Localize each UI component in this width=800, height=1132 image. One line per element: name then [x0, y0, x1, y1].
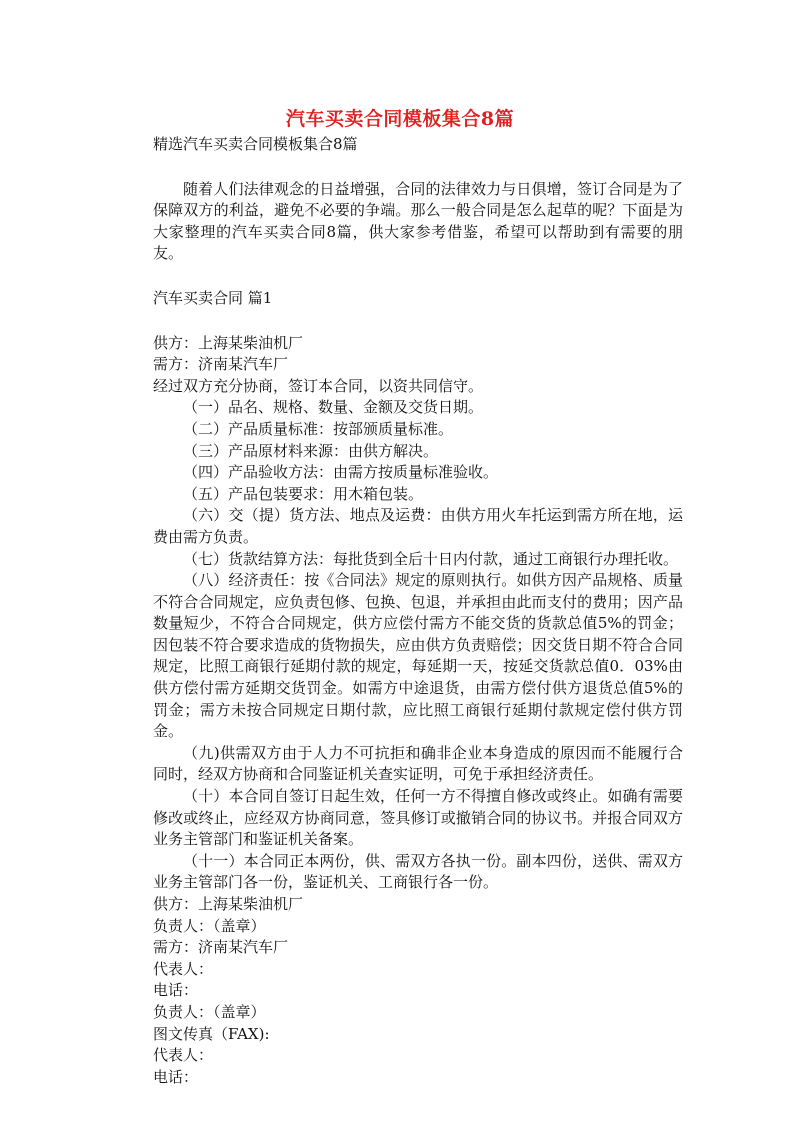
intro-paragraph: 随着人们法律观念的日益增强，合同的法律效力与日俱增，签订合同是为了保障双方的利益，避免不必要的争端。那么一般合同是怎么起草的呢？下面是为大家整理的汽车买卖合同8篇，供大家参考借鉴，希望可以帮助到有需要的朋友。: [153, 179, 683, 263]
preamble-line: 经过双方充分协商，签订本合同，以资共同信守。: [153, 376, 484, 395]
signature-phone: 电话：: [153, 981, 199, 1000]
clause-11: （十一）本合同正本两份，供、需双方各执一份。副本四份，送供、需双方业务主管部门各一份，鉴证机关、工商银行各一份。: [153, 851, 683, 892]
clause-1: （一）品名、规格、数量、金额及交货日期。: [183, 398, 484, 417]
signature-supplier: 供方：上海某柴油机厂: [153, 895, 304, 913]
signature-fax: 图文传真（FAX):: [153, 1024, 270, 1043]
clause-5: （五）产品包装要求：用木箱包装。: [183, 484, 424, 503]
signature-representative-2: 代表人：: [153, 1046, 214, 1065]
signature-representative: 代表人：: [153, 959, 214, 978]
document-title: 汽车买卖合同模板集合8篇: [285, 108, 515, 130]
clause-6: （六）交（提）货方法、地点及运费：由供方用火车托运到需方所在地，运费由需方负责。: [153, 506, 683, 546]
document-subtitle: 精选汽车买卖合同模板集合8篇: [153, 135, 358, 153]
signature-buyer: 需方：济南某汽车厂: [153, 938, 289, 957]
clause-2: （二）产品质量标准：按部颁质量标准。: [183, 419, 454, 438]
document-body: [153, 134, 683, 1088]
clause-8: （八）经济责任：按《合同法》规定的原则执行。如供方因产品规格、质量不符合合同规定，应负责包修、包换、包退，并承担由此而支付的费用；因产品数量短少，不符合合同规定，供方应偿付需方不能交货的货款总值5%的罚金；因包装不符合要求造成的货物损失，应由供方负责赔偿；因交货日期不符合合同规定，比照工商银行延期付款的规定，每延期一天，按延交货款总值0．03%由供方偿付需方延期交货罚金。如需方中途退货，由需方偿付供方退货总值5%的罚金；需方未按合同规定日期付款，应比照工商银行延期付款规定偿付供方罚金。: [153, 571, 683, 741]
clause-4: （四）产品验收方法：由需方按质量标准验收。: [183, 463, 499, 482]
signature-supplier-responsible: 负责人：（盖章）: [153, 916, 266, 935]
section-heading: 汽车买卖合同 篇1: [153, 288, 273, 307]
clause-10: （十）本合同自签订日起生效，任何一方不得擅自修改或终止。如确有需要修改或终止，应经双方协商同意，签具修订或撤销合同的协议书。并报合同双方业务主管部门和鉴证机关备案。: [153, 787, 683, 849]
clause-3: （三）产品原材料来源：由供方解决。: [183, 441, 439, 460]
signature-buyer-responsible: 负责人：（盖章）: [153, 1002, 266, 1021]
supplier-line: 供方：上海某柴油机厂: [153, 333, 304, 352]
buyer-line: 需方：济南某汽车厂: [153, 355, 289, 374]
clause-7: （七）货款结算方法：每批货到全后十日内付款，通过工商银行办理托收。: [183, 549, 679, 568]
signature-phone-2: 电话：: [153, 1067, 199, 1086]
clause-9: （九)供需双方由于人力不可抗拒和确非企业本身造成的原因而不能履行合同时，经双方协商和合同鉴证机关查实证明，可免于承担经济责任。: [153, 743, 683, 784]
